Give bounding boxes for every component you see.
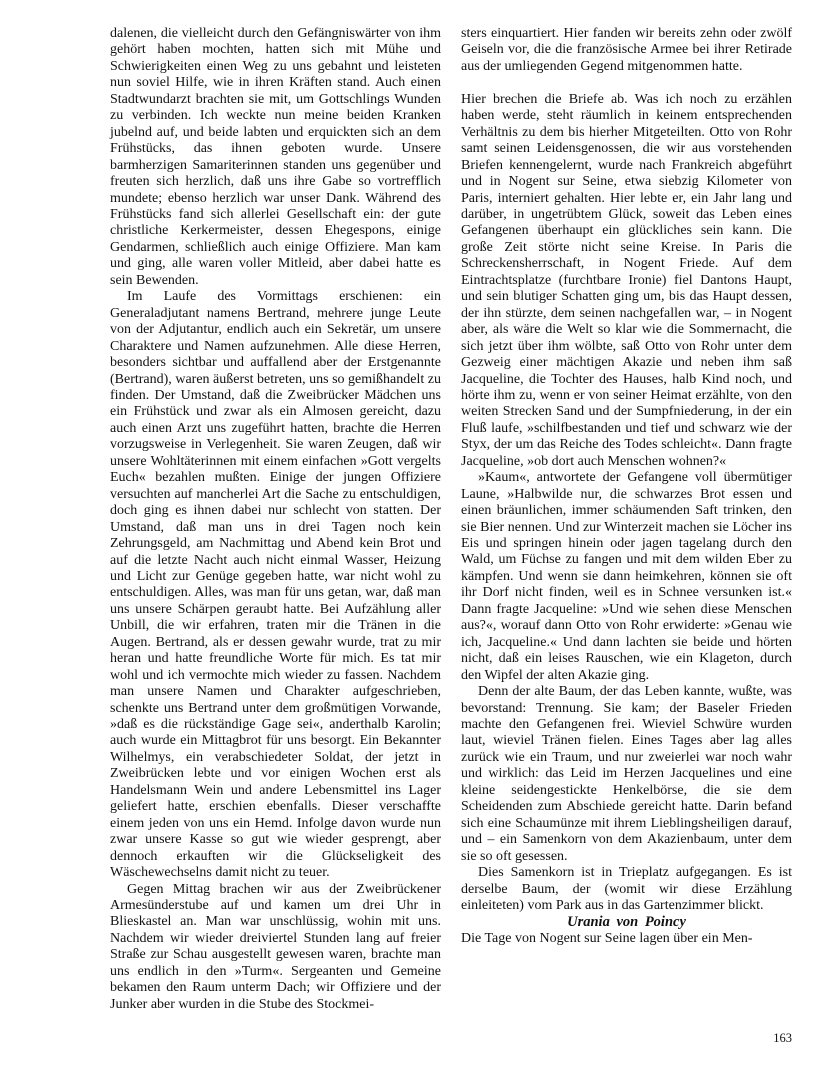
paragraph: Dies Samenkorn ist in Trieplatz aufgegangen. Es ist derselbe Baum, der (womit wir diese Erzählung einleiteten) vom Park aus in das Gartenzimmer blickt. [461,865,792,913]
paragraph: dalenen, die vielleicht durch den Gefängniswärter von ihm gehört haben mochten, hatten sich mit Mühe und Schwierigkeiten einen Weg zu uns gebahnt und leisteten nun soviel Hilfe, wie in ihren Kräften stand. Auch einen Stadtwundarzt brachten sie mit, um Gottschlings Wunden zu verbinden. Ich weckte nun meine beiden Kranken jubelnd auf, und beide labten und erquickten sich an dem Frühstücks, das ihnen geboten wurde. Unsere barmherzigen Samariterinnen standen uns gegenüber und freuten sich herzlich, daß uns ihre Gabe so vortrefflich mundete; ebenso herzlich war unser Dank. Während des Frühstücks fand sich allerlei Gesellschaft ein: der gute christliche Kerkermeister, dessen Ehegespons, einige Gendarmen, schließlich auch einige Offiziere. Man kam und ging, alle waren voller Mitleid, aber dabei hatte es sein Bewenden. [110,26,441,288]
right-column [461,26,792,947]
paragraph: Die Tage von Nogent sur Seine lagen über ein Men- [461,930,753,946]
section-heading: Urania von Poincy [567,914,686,931]
left-column [110,26,441,1013]
paragraph: Gegen Mittag brachen wir aus der Zweibrückener Armesünderstube auf und kamen um drei Uhr in Blieskastel an. Man war unschlüssig, wohin mit uns. Nachdem wir wieder dreiviertel Stunden lang auf freier Straße zur Schau ausgestellt gewesen waren, brachte man uns endlich in den »Turm«. Sergeanten und Gemeine bekamen den Raum unterm Dach; wir Offiziere und der Junker aber wurden in die Stube des Stockmei- [110,881,441,1012]
paragraph: »Kaum«, antwortete der Gefangene voll übermütiger Laune, »Halbwilde nur, die schwarzes Brot essen und einen bräunlichen, immer schäumenden Saft trinken, den sie Bier nennen. Und zur Winterzeit machen sie Löcher ins Eis und springen hinein oder jagen tagelang durch den Wald, um Füchse zu fangen und mit dem wilden Eber zu kämpfen. Und wenn sie dann heimkehren, können sie oft ihr Dorf nicht finden, weil es in Schnee versunken ist.« Dann fragte Jacqueline: »Und wie sehen diese Menschen aus?«, worauf dann Otto von Rohr erwiderte: »Genau wie ich, Jacqueline.« Und dann lachten sie beide und hörten nicht, daß ein leises Rauschen, wie ein Klageton, durch den Wipfel der alten Akazie ging. [461,470,792,683]
paragraph: Hier brechen die Briefe ab. Was ich noch zu erzählen haben werde, steht räumlich in keinem entsprechenden Verhältnis zu dem bis hierher Mitgeteilten. Otto von Rohr samt seinen Leidensgenossen, die wir aus vorstehenden Briefen kennengelernt, wurde nach Frankreich abgeführt und in Nogent sur Seine, etwa siebzig Kilometer von Paris, interniert gehalten. Hier lebte er, ein Jahr lang und darüber, in ungetrübtem Glück, soweit das Leben eines Gefangenen überhaupt ein glückliches sein kann. Die große Zeit störte nicht seine Kreise. In Paris die Schreckensherrschaft, in Nogent Friede. Auf dem Eintrachtsplatze (furchtbare Ironie) fiel Dantons Haupt, und sein blutiger Schatten ging um, bis das Haupt dessen, der ihn stürzte, dem seinen nachgefallen war, – in Nogent aber, als wäre die Welt so klar wie die Sommernacht, die sich jetzt über ihm wölbte, saß Otto von Rohr unter dem Gezweig einer mächtigen Akazie und neben ihm saß Jacqueline, die Tochter des Hauses, halb Kind noch, und hörte ihm zu, wenn er von seiner Heimat erzählte, von den weiten Strecken Sand und der Sumpfniederung, in der ein Fluß laufe, »schilfbestanden und tief und schwarz wie der Styx, der um das Reiche des Todes schleicht«. Dann fragte Jacqueline, »ob dort auch Menschen wohnen?« [461,91,792,469]
paragraph: Denn der alte Baum, der das Leben kannte, wußte, was bevorstand: Trennung. Sie kam; der Baseler Frieden machte den Gefangenen frei. Wieviel Schwüre wurden laut, wieviel Tränen fielen. Eines Tages aber lag alles zurück wie ein Traum, und nur zweierlei war noch wahr und wirklich: das Leid im Herzen Jacquelines und eine kleine seidengestickte Henkelbörse, die sie dem Scheidenden zum Abschiede gereicht hatte. Darin befand sich eine Schaumünze mit ihrem Lieblingsheiligen darauf, und – ein Samenkorn von dem Akazienbaum, unter dem sie so oft gesessen. [461,684,792,864]
page-number: 163 [773,1031,792,1045]
paragraph: Im Laufe des Vormittags erschienen: ein Generaladjutant namens Bertrand, mehrere junge Leute von der Adjutantur, endlich auch ein Sekretär, um unsere Charaktere und Namen aufzunehmen. Alle diese Herren, besonders sichtbar und auffallend aber der Erstgenannte (Bertrand), waren äußerst betreten, uns so gemißhandelt zu finden. Der Umstand, daß die Zweibrücker Mädchen uns ein Frühstück und zwar als ein Almosen gereicht, dazu auch einen Arzt uns zugeführt hatten, brachte die Herren vorzugsweise in Verlegenheit. Sie waren Zeugen, daß wir unsere Wohltäterinnen mit einem einfachen »Gott vergelts Euch« bezahlen mußten. Einige der jungen Offiziere versuchten auf mancherlei Art die Sache zu entschuldigen, doch ging es ihnen dabei nur schlecht von statten. Der Umstand, daß man uns in drei Tagen noch kein Zehrungsgeld, am Nachmittag und Abend kein Brot und auf die letzte Nacht auch nicht einmal Wasser, Heizung und Licht zur Genüge gegeben hatte, war nicht wohl zu entschuldigen. Alles, was man für uns getan, war, daß man uns unsere Schärpen geraubt hatte. Bei Aufzählung aller Unbill, die wir erfahren, traten mir die Tränen in die Augen. Bertrand, als er dessen gewahr wurde, trat zu mir heran und hatte freundliche Worte für mich. Es tat mir wohl und ich vermochte mich wieder zu fassen. Nachdem man unsere Namen und Charakter aufgeschrieben, schenkte uns Bertrand unter dem großmütigen Vorwande, »daß es die rückständige Gage sei«, anderthalb Karolin; auch wurde ein Mittagbrot für uns besorgt. Ein Bekannter Wilhelmys, ein verabschiedeter Soldat, der jetzt in Zweibrücken lebte und vor einigen Wochen erst als Handelsmann Wein und andere Lebensmittel ins Lager geliefert hatte, erschien ebenfalls. Dieser verschaffte einem jeden von uns ein Hemd. Infolge davon wurde nun zwar unsere Kasse so gut wie wieder gesprengt, aber dennoch erkauften wir die Glückseligkeit des Wäschewechselns damit nicht zu teuer. [110,289,441,881]
paragraph: sters einquartiert. Hier fanden wir bereits zehn oder zwölf Geiseln vor, die die französische Armee bei ihrer Retirade aus der umliegenden Gegend mitgenommen hatte. [461,26,792,74]
